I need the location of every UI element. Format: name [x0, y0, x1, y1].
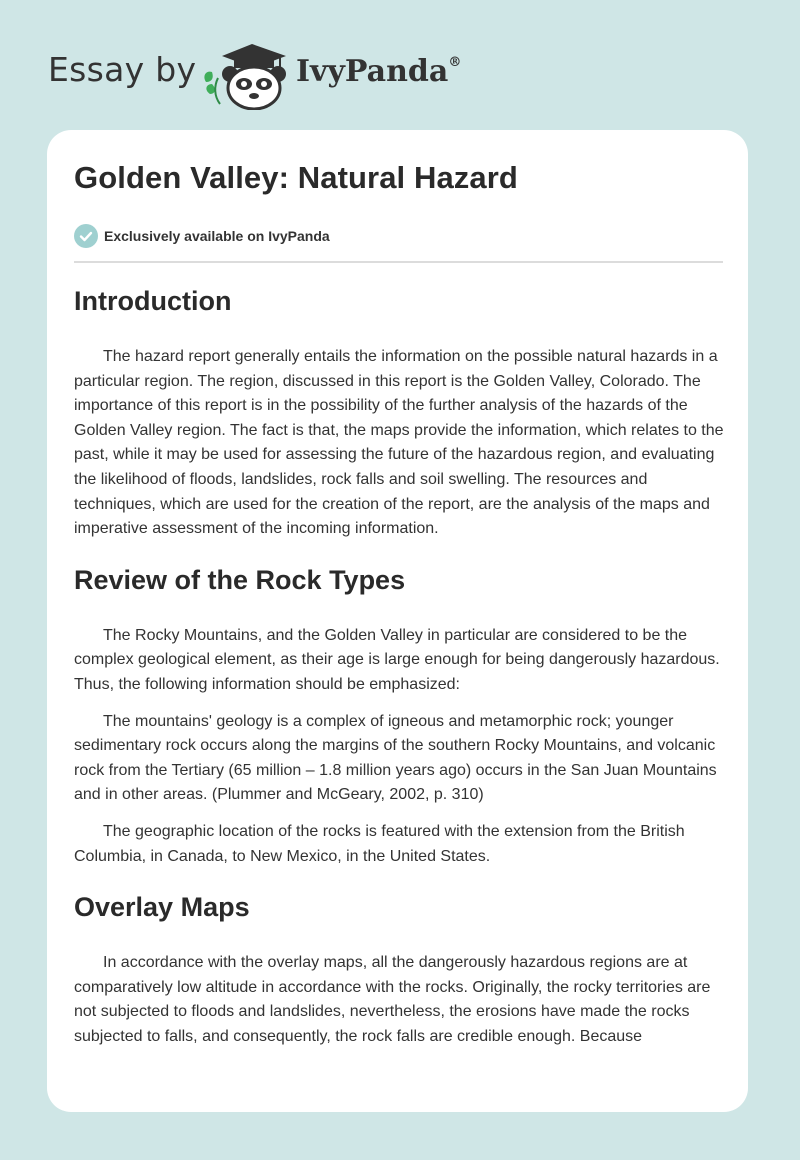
exclusive-badge-label: Exclusively available on IvyPanda — [104, 228, 330, 244]
essay-by-label: Essay by — [48, 50, 197, 89]
exclusive-badge — [74, 224, 724, 248]
site-header — [0, 0, 800, 128]
quote-paragraph: The mountains' geology is a complex of igneous and metamorphic rock; younger sedimentary rock occurs along the margins of the southern Rocky Mountains, and volcanic rock from the Tertiary (65 million – 1.8 million years ago) occurs in the San Juan Mountains and in other areas. (Plummer and McGeary, 2002, p. 310) — [74, 712, 717, 804]
page-title: Golden Valley: Natural Hazard — [74, 160, 518, 195]
brand-name[interactable]: IvyPanda® — [296, 54, 462, 89]
section-heading-rock-types: Review of the Rock Types — [74, 564, 406, 595]
section-heading-overlay-maps: Overlay Maps — [74, 892, 250, 923]
section-heading-introduction: Introduction — [74, 286, 232, 316]
registered-mark: ® — [448, 55, 462, 70]
paragraph: The Rocky Mountains, and the Golden Valley in particular are considered to be the complex geological element, as their age is large enough for being dangerously hazardous. Thus, the following information should be emphasized: — [74, 626, 720, 693]
paragraph: The hazard report generally entails the information on the possible natural hazards in a particular region. The region, discussed in this report is the Golden Valley, Colorado. The importance of this report is in the possibility of the further analysis of the hazards of the Golden Valley region. The fact is that, the maps provide the information, which relates to the past, while it may be used for assessing the future of the hazardous region, and evaluating the likelihood of floods, landslides, rock falls and soil swelling. The resources and techniques, which are used for the creation of the report, are the analysis of the maps and imperative assessment of the incoming information. — [74, 348, 724, 538]
check-icon — [74, 224, 98, 248]
article-card — [47, 130, 748, 1112]
divider — [74, 261, 723, 263]
panda-logo-icon[interactable] — [200, 38, 292, 110]
paragraph: In accordance with the overlay maps, all the dangerously hazardous regions are at comparatively low altitude in accordance with the rocks. Originally, the rocky territories are not subjected to floods and landslides, nevertheless, the erosions have made the rocks subjected to falls, and consequently, the rock falls are credible enough. Because — [74, 954, 711, 1045]
paragraph: The geographic location of the rocks is featured with the extension from the British Columbia, in Canada, to New Mexico, in the United States. — [74, 822, 685, 865]
